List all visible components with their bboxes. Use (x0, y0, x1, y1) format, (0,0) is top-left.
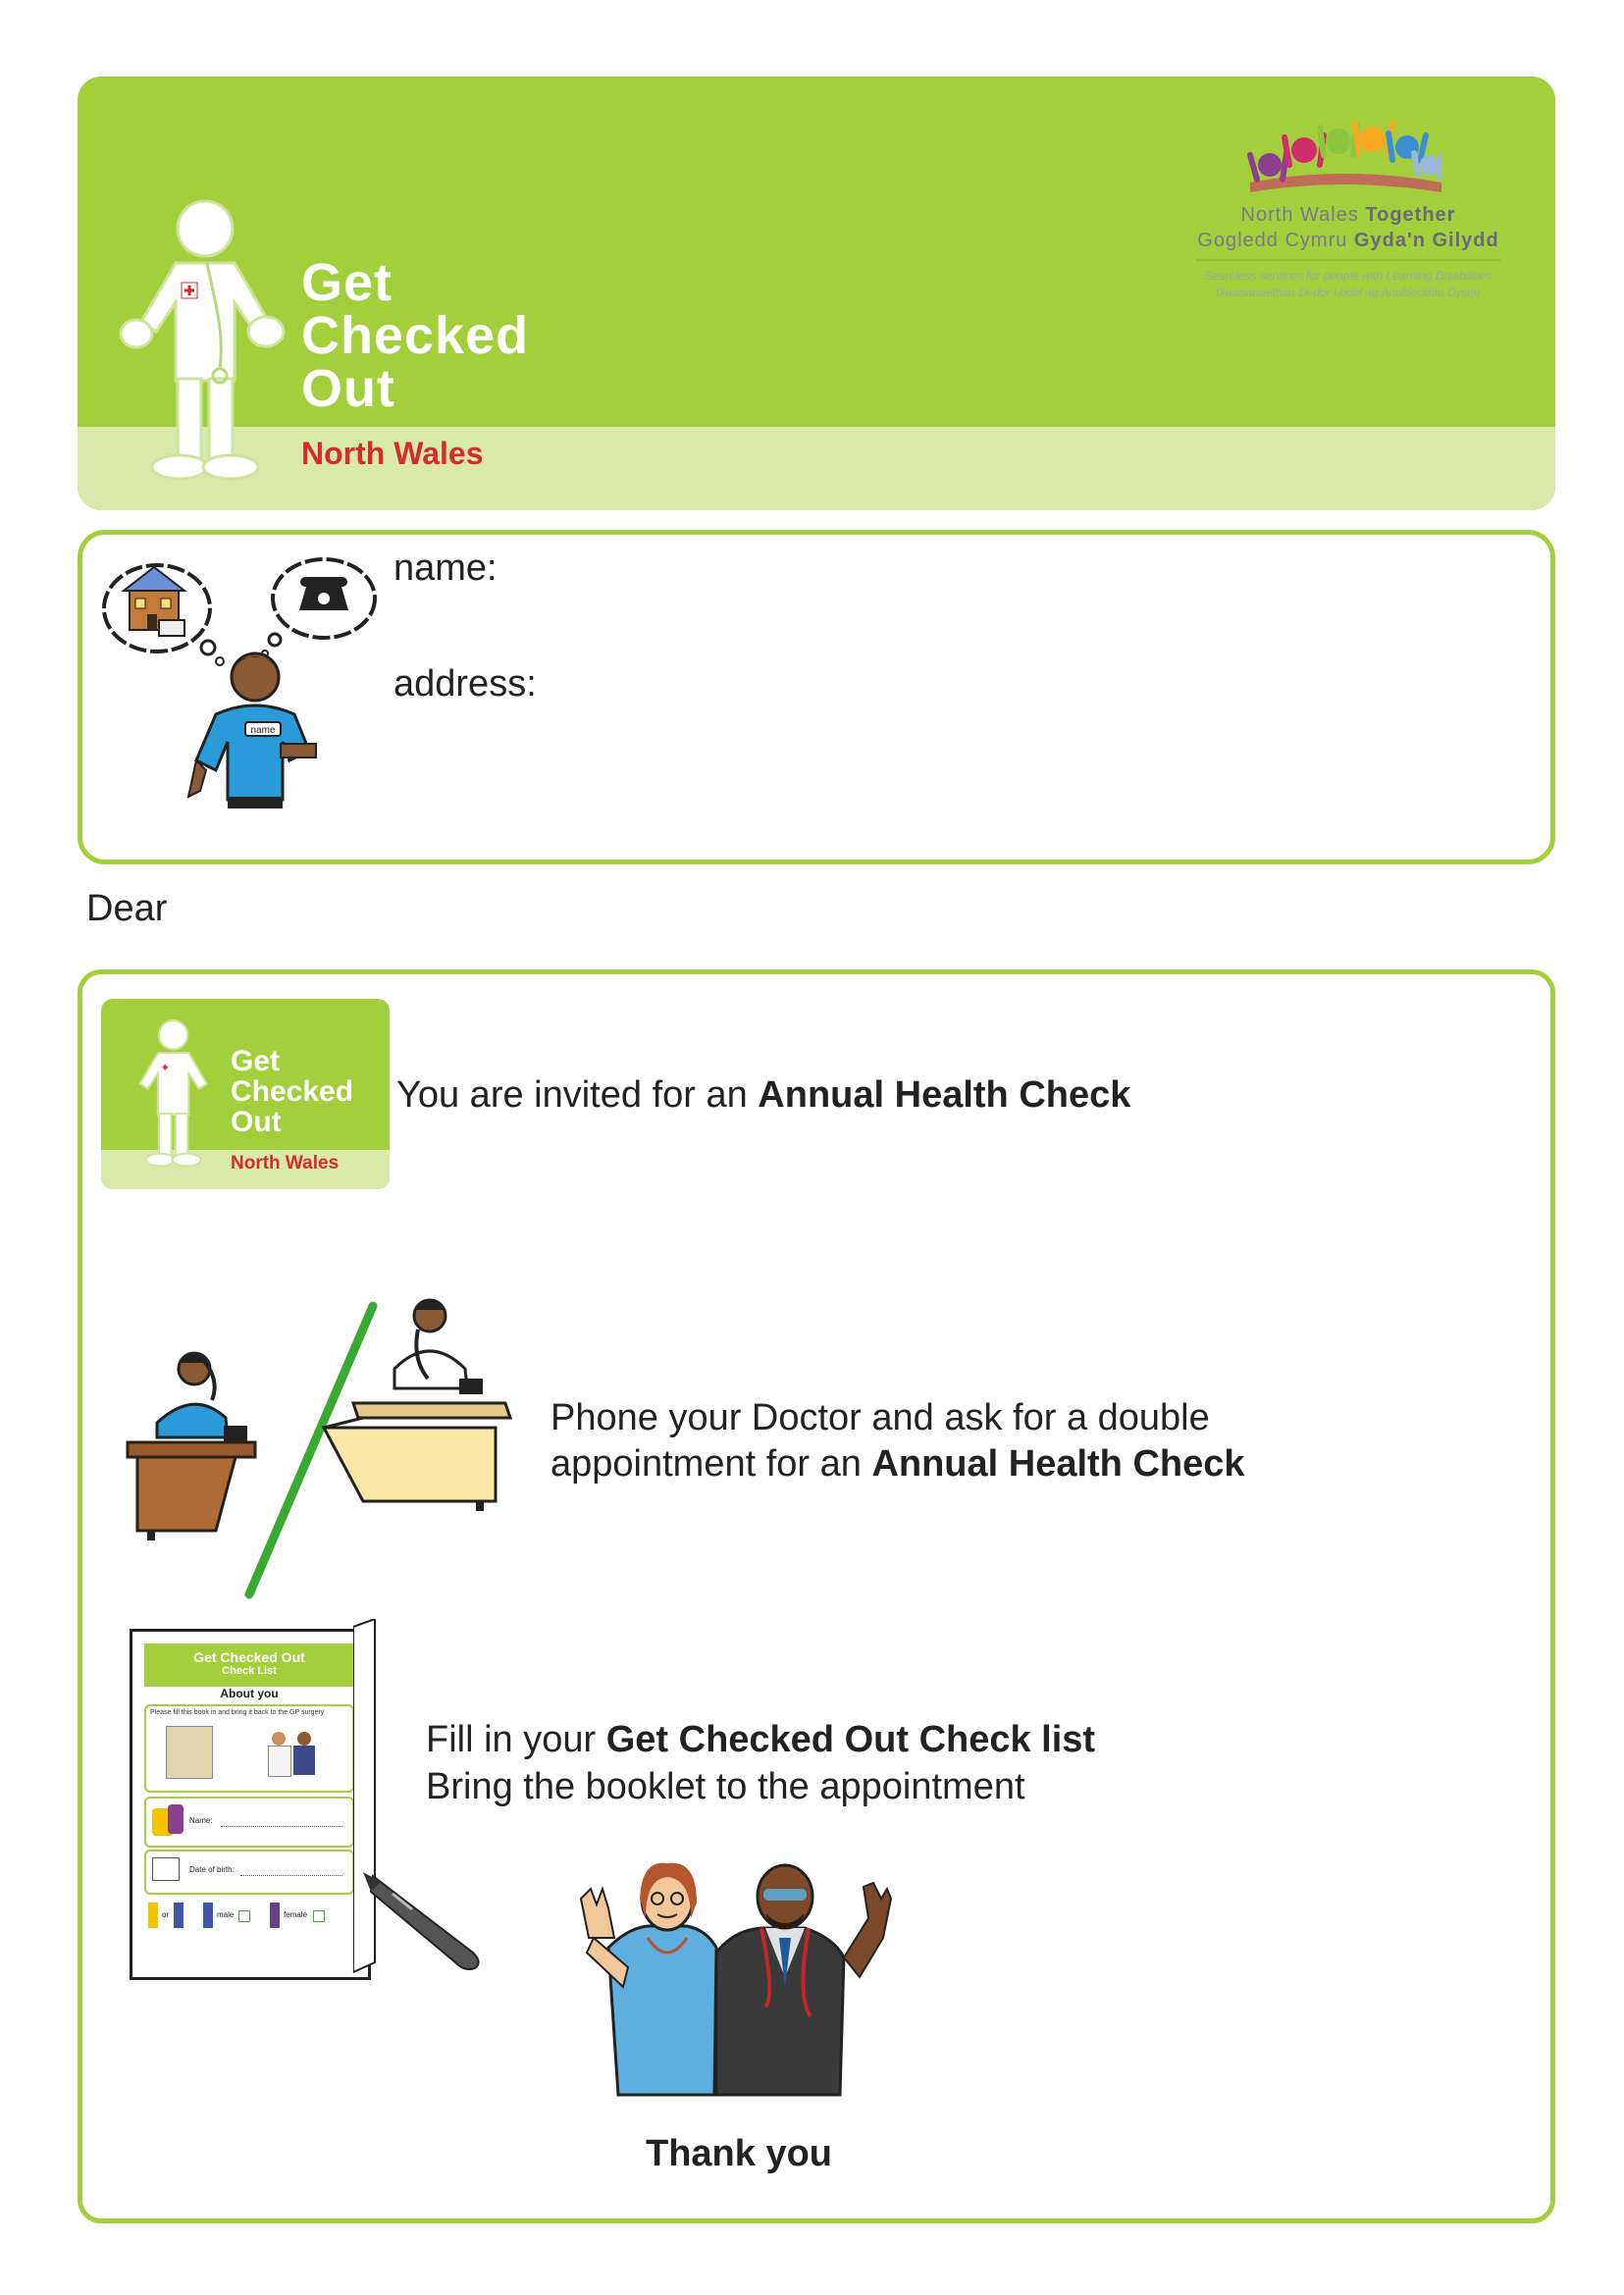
logo-line2-normal: Gogledd Cymru (1197, 230, 1354, 251)
mini-doctor-figure-icon (117, 1011, 225, 1177)
booklet-instruction: Please fill this book in and bring it back to the GP surgery (150, 1709, 325, 1716)
header-region: North Wales (301, 436, 484, 471)
logo-line2 (1186, 230, 1510, 252)
address-label: address: (393, 663, 537, 704)
logo-line1 (1186, 204, 1510, 227)
booklet-section-title: About you (220, 1687, 279, 1700)
booklet-doctors-icon (264, 1732, 323, 1777)
mini-logo (101, 999, 390, 1189)
logo-tagline-welsh: Gwasanaethau Di-dor i bobl ag Anableddau Dysgu (1216, 286, 1481, 299)
house-thought-bubble (104, 565, 224, 665)
header-title-line1: Get (301, 253, 393, 312)
phone-thought-bubble (262, 559, 375, 656)
invite-text-bold: Annual Health Check (758, 1074, 1131, 1116)
booklet-header (144, 1643, 354, 1687)
logo-line2-bold: Gyda'n Gilydd (1353, 230, 1499, 251)
invite-text-normal: You are invited for an (396, 1074, 759, 1116)
booklet-header-title: Get Checked Out (193, 1649, 305, 1665)
logo-rule (1196, 259, 1500, 261)
booklet-male-label: male (217, 1910, 235, 1919)
booklet-or-label: or (162, 1910, 170, 1919)
header-title-line3: Out (301, 359, 395, 418)
booklet-mini-form-icon (166, 1726, 213, 1779)
phone-line1: Phone your Doctor and ask for a double (550, 1397, 1210, 1438)
booklet-gender-row (144, 1897, 350, 1936)
booklet-name-field: Name: (189, 1816, 213, 1825)
mini-logo-region: North Wales (231, 1153, 340, 1174)
booklet-dob-panel (144, 1850, 354, 1895)
fill-line2: Bring the booklet to the appointment (426, 1766, 1025, 1807)
people-logo-icon (1245, 106, 1441, 199)
phone-line2-normal: appointment for an (550, 1443, 872, 1485)
header-title (301, 253, 530, 418)
header-banner (78, 77, 1555, 510)
thank-you-text: Thank you (646, 2133, 833, 2174)
booklet-dob-field: Date of birth: (189, 1865, 235, 1874)
doctor-figure-icon (97, 194, 303, 489)
phone-line2-bold: Annual Health Check (871, 1443, 1245, 1485)
mini-title-line2: Checked (231, 1075, 354, 1108)
logo-line1-normal: North Wales (1240, 204, 1366, 226)
phone-line2 (550, 1443, 1245, 1486)
name-label: name: (393, 548, 498, 589)
logo-line1-bold: Together (1365, 204, 1456, 226)
invite-text (396, 1074, 1130, 1117)
booklet-intro-panel (144, 1704, 354, 1793)
person-thinking-icon (98, 549, 393, 834)
header-title-line2: Checked (301, 306, 530, 365)
mini-logo-title (231, 1046, 353, 1137)
fill-line1-normal: Fill in your (426, 1719, 606, 1760)
salutation: Dear (86, 888, 168, 929)
mini-title-line3: Out (231, 1106, 282, 1138)
booklet-female-label: female (284, 1910, 308, 1919)
north-wales-together-logo (1186, 106, 1510, 302)
checklist-booklet (130, 1629, 371, 1980)
fill-line1 (426, 1719, 1095, 1761)
booklet-name-panel (144, 1797, 354, 1848)
booklet-header-subtitle: Check List (222, 1665, 277, 1677)
name-tag-label: name (250, 725, 276, 736)
fill-line1-bold: Get Checked Out Check list (605, 1719, 1096, 1760)
phone-call-illustration (118, 1290, 520, 1604)
medics-waving-icon (569, 1859, 893, 2105)
mini-title-line1: Get (231, 1045, 281, 1077)
logo-tagline-english: Seamless services for people with Learning Disabilities (1204, 269, 1493, 283)
